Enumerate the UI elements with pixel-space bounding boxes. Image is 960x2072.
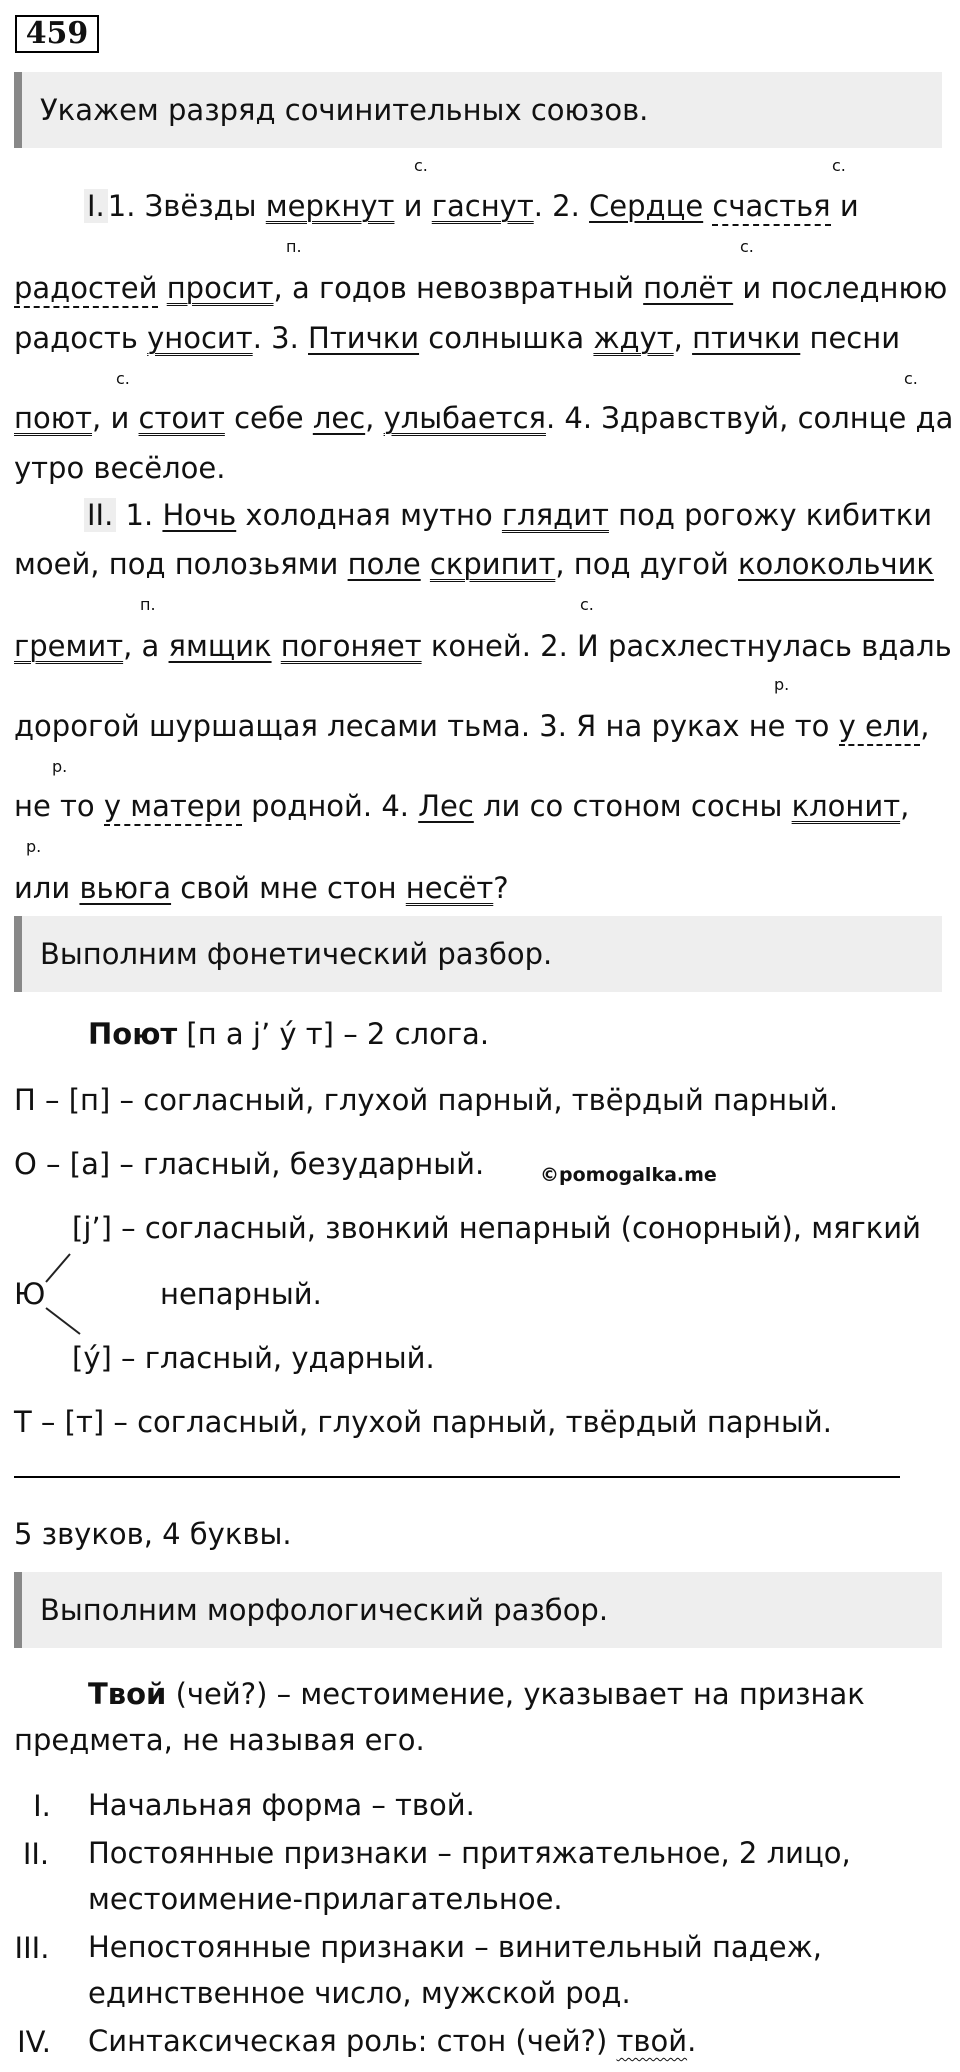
predicate: гаснут [431,189,534,223]
mark-r: р. [52,757,68,776]
subject: Ночь [162,498,237,532]
predicate: просит [166,271,274,305]
predicate: глядит [501,498,609,532]
predicate: несёт [405,871,494,905]
morph-word: Твой [88,1677,167,1711]
mark-s: с. [904,369,918,388]
list-item-cont: единственное число, мужской род. [88,1976,631,2010]
mark-r: р. [26,837,42,856]
phonetic-yu-letter: Ю [14,1277,46,1311]
morph-intro: Твой (чей?) – местоимение, указывает на признак [88,1677,865,1711]
predicate: меркнут [265,189,395,223]
subject: вьюга [79,871,172,905]
phonetic-title: Поют [п а j’ ý т] – 2 слога. [88,1017,490,1051]
predicate: улыбается [383,401,546,435]
branch-lines [40,1238,88,1338]
subject: Птички [308,321,420,355]
text-line: радостей просит, а годов невозвратный полёт и последнюю [14,270,948,306]
list-item: Начальная форма – твой. [88,1788,475,1822]
attribute: счастья [712,189,830,226]
text-line: не то у матери родной. 4. Лес ли со стоном сосны клонит, [14,788,948,824]
mark-r: р. [774,675,790,694]
mark-s: с. [414,156,428,175]
exercise-number: 459 [15,15,99,53]
predicate: ждут [593,321,674,355]
morph-intro-2: предмета, не называя его. [14,1723,425,1757]
predicate: поют [14,401,93,435]
list-item: Постоянные признаки – притяжательное, 2 лицо, [88,1836,851,1870]
subject: Лес [418,789,474,823]
text-line: II. 1. Ночь холодная мутно глядит под рогожу кибитки [14,497,948,533]
mark-s: с. [832,156,846,175]
predicate: гремит [14,629,124,663]
mark-s: с. [740,237,754,256]
text-line: или вьюга свой мне стон несёт? [14,871,509,905]
heading-morph: Выполним морфологический разбор. [14,1572,942,1648]
predicate: клонит [791,789,901,823]
list-item: Непостоянные признаки – винительный падеж, [88,1930,822,1964]
mark-p: п. [286,237,302,256]
phonetic-j-cont: непарный. [160,1277,322,1311]
attribute: твой [616,2024,688,2058]
text-line: дорогой шуршащая лесами тьма. 3. Я на руках не то у ели, [14,708,948,744]
phonetic-t: Т – [т] – согласный, глухой парный, твёрдый парный. [14,1405,832,1439]
roman-label: II. [84,498,116,532]
watermark: ©pomogalka.me [540,1164,717,1186]
phonetic-p: П – [п] – согласный, глухой парный, твёрдый парный. [14,1083,839,1117]
predicate: скрипит [429,547,556,581]
list-number: I. [33,1789,51,1823]
phonetic-word: Поют [88,1017,178,1051]
text-line: радость уносит. 3. Птички солнышка ждут, птички песни [14,321,901,355]
text-line: гремит, а ямщик погоняет коней. 2. И расхлестнулась вдаль [14,629,952,663]
predicate: погоняет [280,629,422,663]
list-number: IV. [17,2025,51,2059]
predicate: стоит [138,401,225,435]
attribute: радостей [14,271,158,308]
text-line: поют, и стоит себе лес, улыбается. 4. Здравствуй, солнце да [14,401,954,435]
subject: колокольчик [738,547,934,581]
text-line: I. 1. Звёзды меркнут и гаснут. 2. Сердце счастья и [14,188,948,224]
roman-label: I. [84,189,108,223]
mark-p: п. [140,595,156,614]
adverbial: у ели [839,709,921,746]
subject: ямщик [168,629,272,663]
list-number: II. [22,1837,50,1871]
predicate: уносит [147,321,253,355]
list-number: III. [14,1931,50,1965]
adverbial: у матери [104,789,242,826]
mark-s: с. [580,595,594,614]
list-item: Синтаксическая роль: стон (чей?) твой. [88,2024,697,2058]
phonetic-summary: 5 звуков, 4 буквы. [14,1517,292,1551]
text-line: моей, под полозьями поле скрипит, под дугой колокольчик [14,547,934,581]
text-line: утро весёлое. [14,451,226,485]
heading-phonetic: Выполним фонетический разбор. [14,916,942,992]
divider-line [14,1476,900,1478]
subject: Сердце [589,189,704,223]
subject: поле [347,547,421,581]
list-item-cont: местоимение-прилагательное. [88,1882,563,1916]
subject: птички [692,321,801,355]
subject: полёт [643,271,734,305]
phonetic-j: [j’] – согласный, звонкий непарный (сонорный), мягкий [72,1211,922,1245]
heading-conjunctions: Укажем разряд сочинительных союзов. [14,72,942,148]
phonetic-o: О – [а] – гласный, безударный. [14,1147,485,1181]
phonetic-u: [ý] – гласный, ударный. [72,1341,435,1375]
mark-s: с. [116,369,130,388]
subject: лес [312,401,366,435]
